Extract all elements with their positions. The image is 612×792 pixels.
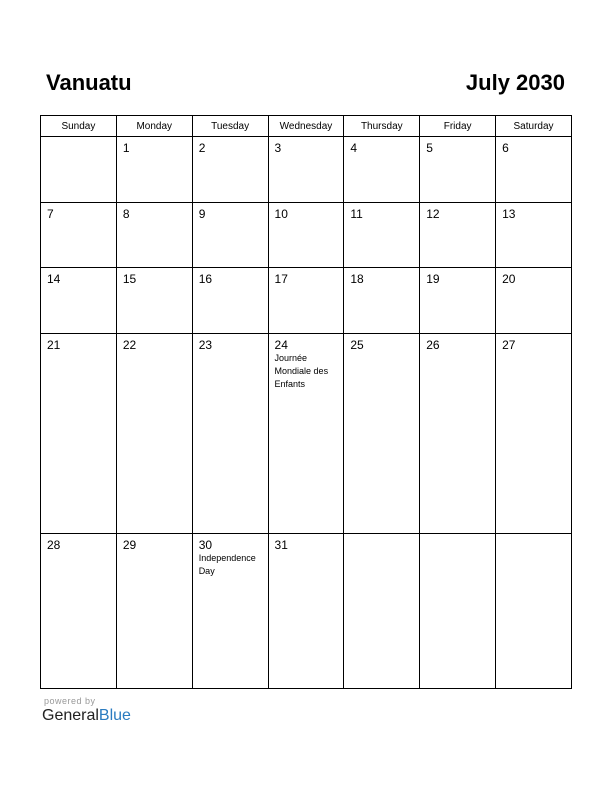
day-number: 29 bbox=[122, 537, 137, 552]
weekday-thursday: Thursday bbox=[344, 116, 420, 137]
day-cell bbox=[420, 202, 496, 268]
day-cell bbox=[116, 333, 192, 533]
week-row bbox=[41, 533, 572, 688]
event-label: Independence bbox=[198, 552, 256, 563]
day-number: 17 bbox=[274, 272, 288, 287]
day-cell bbox=[420, 137, 496, 203]
day-cell bbox=[344, 333, 420, 533]
day-cell bbox=[496, 333, 572, 533]
day-cell-empty bbox=[41, 137, 117, 203]
weekday-tuesday: Tuesday bbox=[192, 116, 268, 137]
day-cell-empty bbox=[420, 533, 496, 688]
event-label: Journée bbox=[274, 352, 308, 363]
day-cell-empty bbox=[496, 533, 572, 688]
day-number: 28 bbox=[47, 537, 61, 552]
day-number: 4 bbox=[350, 141, 358, 155]
day-cell bbox=[268, 202, 344, 268]
day-number: 2 bbox=[198, 141, 206, 155]
day-cell bbox=[496, 137, 572, 203]
day-number: 20 bbox=[502, 272, 516, 287]
day-cell-empty bbox=[344, 533, 420, 688]
calendar-grid bbox=[40, 115, 572, 689]
brand-logo bbox=[42, 707, 131, 725]
day-number: 31 bbox=[274, 537, 288, 552]
day-number: 14 bbox=[47, 272, 61, 287]
day-cell bbox=[420, 268, 496, 334]
day-number: 11 bbox=[350, 206, 363, 221]
day-cell bbox=[192, 137, 268, 203]
footer-branding bbox=[42, 696, 131, 725]
week-row bbox=[41, 333, 572, 533]
day-number: 19 bbox=[426, 272, 440, 287]
day-cell bbox=[116, 137, 192, 203]
week-row bbox=[41, 137, 572, 203]
day-cell bbox=[268, 268, 344, 334]
day-cell bbox=[192, 268, 268, 334]
day-cell bbox=[41, 268, 117, 334]
day-cell bbox=[420, 333, 496, 533]
brand-name-part1: General bbox=[42, 707, 99, 724]
day-number: 30 bbox=[198, 537, 213, 552]
day-cell bbox=[41, 333, 117, 533]
day-number: 22 bbox=[122, 337, 137, 352]
day-number: 1 bbox=[122, 141, 130, 155]
country-title: Vanuatu bbox=[46, 70, 132, 95]
day-number: 3 bbox=[274, 141, 282, 155]
day-cell bbox=[192, 202, 268, 268]
weekday-header-row bbox=[41, 116, 572, 137]
day-cell bbox=[496, 268, 572, 334]
day-number: 23 bbox=[198, 337, 213, 352]
day-cell bbox=[344, 202, 420, 268]
week-row bbox=[41, 268, 572, 334]
day-number: 12 bbox=[426, 206, 440, 221]
weekday-saturday: Saturday bbox=[496, 116, 572, 137]
event-label: Enfants bbox=[274, 378, 306, 389]
day-cell bbox=[116, 202, 192, 268]
day-number: 15 bbox=[122, 272, 137, 287]
day-number: 24 bbox=[274, 337, 288, 352]
day-number: 8 bbox=[122, 206, 130, 221]
day-cell bbox=[496, 202, 572, 268]
week-row bbox=[41, 202, 572, 268]
weekday-wednesday: Wednesday bbox=[268, 116, 344, 137]
day-cell-with-event bbox=[192, 533, 268, 688]
day-cell-with-event bbox=[268, 333, 344, 533]
event-label: Mondiale des bbox=[274, 365, 329, 376]
day-cell bbox=[41, 202, 117, 268]
day-number: 6 bbox=[502, 141, 509, 155]
day-cell bbox=[268, 137, 344, 203]
weekday-sunday: Sunday bbox=[41, 116, 117, 137]
day-cell bbox=[192, 333, 268, 533]
day-number: 27 bbox=[502, 337, 516, 352]
day-cell bbox=[41, 533, 117, 688]
day-number: 26 bbox=[426, 337, 440, 352]
day-number: 5 bbox=[426, 141, 433, 155]
day-number: 13 bbox=[502, 206, 516, 221]
powered-by-text: powered by bbox=[44, 696, 96, 706]
day-cell bbox=[268, 533, 344, 688]
month-year-title: July 2030 bbox=[465, 70, 565, 95]
day-number: 21 bbox=[47, 337, 61, 352]
day-number: 16 bbox=[198, 272, 213, 287]
day-number: 10 bbox=[274, 206, 288, 221]
weekday-friday: Friday bbox=[420, 116, 496, 137]
day-cell bbox=[344, 268, 420, 334]
weekday-monday: Monday bbox=[116, 116, 192, 137]
day-number: 18 bbox=[350, 272, 364, 287]
day-cell bbox=[116, 268, 192, 334]
event-label: Day bbox=[198, 565, 215, 576]
day-number: 9 bbox=[198, 206, 206, 221]
day-cell bbox=[344, 137, 420, 203]
day-cell bbox=[116, 533, 192, 688]
day-number: 7 bbox=[47, 206, 54, 221]
day-number: 25 bbox=[350, 337, 364, 352]
brand-name-part2: Blue bbox=[98, 707, 131, 724]
